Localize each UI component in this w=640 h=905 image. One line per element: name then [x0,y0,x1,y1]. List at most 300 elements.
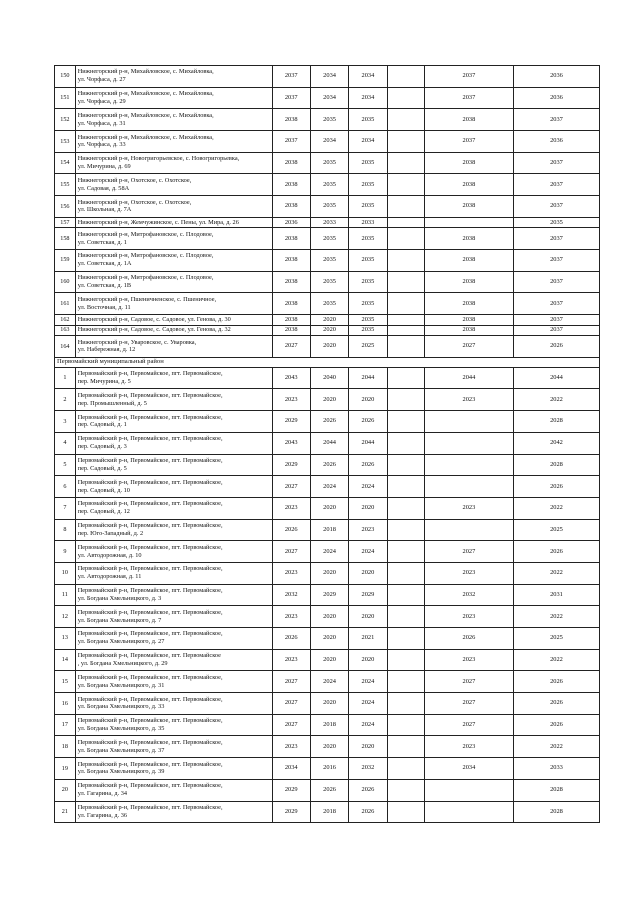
address-line: пер. Садовый, д. 10 [77,486,130,494]
address-line: ул. Богдана Хмельницкого, д. 35 [77,725,165,733]
table-row [55,584,600,606]
year-cell-4 [387,325,424,336]
year-cell-4 [387,584,424,606]
address-line: Первомайский р-н, Первомайское, пгт. Первомайское, [77,717,223,725]
row-number: 18 [55,736,76,758]
table-row [55,250,600,272]
year-cell-2: 2024 [310,476,348,498]
year-cell-2: 2020 [310,389,348,411]
year-cell-5: 2027 [424,671,513,693]
year-cell-3: 2035 [349,315,387,326]
row-number: 158 [55,228,76,250]
year-cell-4 [387,562,424,584]
address-line: Нижнегорский р-н, Охотское, с. Охотское, [77,176,192,184]
row-number: 164 [55,336,76,358]
year-cell-1: 2043 [272,367,310,389]
address-line: Нижнегорский р-н, Митрофановское, с. Плодовое, [77,252,214,260]
year-cell-1: 2034 [272,758,310,780]
year-cell-1: 2038 [272,228,310,250]
row-number: 5 [55,454,76,476]
year-cell-1: 2036 [272,217,310,228]
year-cell-5: 2038 [424,293,513,315]
year-cell-6: 2022 [513,606,599,628]
year-cell-5: 2038 [424,152,513,174]
year-cell-6: 2037 [513,271,599,293]
year-cell-2: 2020 [310,606,348,628]
row-number: 10 [55,562,76,584]
address-cell [75,779,272,801]
row-number: 15 [55,671,76,693]
year-cell-3: 2020 [349,497,387,519]
year-cell-3: 2035 [349,271,387,293]
address-line: Нижнегорский р-н, Садовое, с. Садовое, ул. Генова, д. 32 [77,326,231,334]
table-row [55,671,600,693]
address-line: пер. Садовый, д. 5 [77,464,127,472]
year-cell-3: 2026 [349,779,387,801]
year-cell-5: 2027 [424,693,513,715]
table-row [55,562,600,584]
year-cell-1: 2032 [272,584,310,606]
year-cell-6: 2028 [513,454,599,476]
year-cell-3: 2025 [349,336,387,358]
year-cell-2: 2018 [310,801,348,823]
row-number: 160 [55,271,76,293]
year-cell-2: 2035 [310,109,348,131]
table-row [55,476,600,498]
year-cell-2: 2034 [310,131,348,153]
table-row [55,389,600,411]
year-cell-6: 2037 [513,109,599,131]
address-line: Нижнегорский р-н, Михайловское, с. Михайловка, [77,111,214,119]
row-number: 2 [55,389,76,411]
address-line: Первомайский р-н, Первомайское, пгт. Первомайское, [77,782,223,790]
year-cell-6: 2037 [513,315,599,326]
year-cell-1: 2038 [272,250,310,272]
table-row [55,628,600,650]
table-row [55,779,600,801]
address-cell [75,411,272,433]
address-cell [75,109,272,131]
address-line: Нижнегорский р-н, Михайловское, с. Михайловка, [77,133,214,141]
year-cell-1: 2038 [272,271,310,293]
year-cell-5: 2034 [424,758,513,780]
year-cell-2: 2020 [310,336,348,358]
year-cell-1: 2023 [272,736,310,758]
address-line: ул. Богдана Хмельницкого, д. 37 [77,746,165,754]
address-line: ул. Автодорожная, д. 11 [77,573,142,581]
year-cell-6: 2026 [513,714,599,736]
year-cell-1: 2038 [272,325,310,336]
year-cell-4 [387,367,424,389]
year-cell-3: 2024 [349,541,387,563]
year-cell-2: 2034 [310,66,348,88]
year-cell-5: 2023 [424,649,513,671]
year-cell-2: 2016 [310,758,348,780]
housing-table [54,65,600,823]
year-cell-6: 2037 [513,250,599,272]
year-cell-3: 2044 [349,367,387,389]
year-cell-5: 2023 [424,562,513,584]
row-number: 153 [55,131,76,153]
year-cell-4 [387,336,424,358]
year-cell-3: 2026 [349,454,387,476]
address-line: ул. Советская, д. 1В [77,282,132,290]
year-cell-5: 2037 [424,66,513,88]
year-cell-1: 2026 [272,628,310,650]
row-number: 7 [55,497,76,519]
address-line: Нижнегорский р-н, Охотское, с. Охотское, [77,198,192,206]
address-line: , ул. Богдана Хмельницкого, д. 29 [77,660,168,668]
address-line: ул. Автодорожная, д. 10 [77,551,142,559]
year-cell-3: 2032 [349,758,387,780]
year-cell-1: 2023 [272,389,310,411]
year-cell-3: 2024 [349,693,387,715]
year-cell-6: 2028 [513,411,599,433]
address-line: ул. Богдана Хмельницкого, д. 27 [77,638,165,646]
row-number: 1 [55,367,76,389]
address-line: Нижнегорский р-н, Михайловское, с. Михайловка, [77,90,214,98]
address-line: ул. Богдана Хмельницкого, д. 31 [77,681,165,689]
address-cell [75,131,272,153]
address-line: Нижнегорский р-н, Жемчужинское, с. Пены, ул. Мира, д. 26 [77,218,239,226]
year-cell-1: 2026 [272,519,310,541]
table-row [55,228,600,250]
year-cell-5 [424,476,513,498]
address-line: Первомайский р-н, Первомайское, пгт. Первомайское, [77,760,223,768]
year-cell-6: 2022 [513,389,599,411]
year-cell-3: 2020 [349,606,387,628]
year-cell-6: 2025 [513,519,599,541]
address-line: Нижнегорский р-н, Садовое, с. Садовое, ул. Генова, д. 30 [77,315,231,323]
year-cell-1: 2023 [272,497,310,519]
year-cell-6: 2037 [513,293,599,315]
row-number: 11 [55,584,76,606]
year-cell-6: 2028 [513,801,599,823]
table-row [55,606,600,628]
table-row [55,196,600,218]
year-cell-3: 2020 [349,389,387,411]
year-cell-2: 2035 [310,293,348,315]
year-cell-4 [387,519,424,541]
year-cell-3: 2023 [349,519,387,541]
year-cell-4 [387,758,424,780]
year-cell-1: 2027 [272,336,310,358]
year-cell-2: 2026 [310,779,348,801]
year-cell-3: 2024 [349,671,387,693]
year-cell-1: 2023 [272,649,310,671]
row-number: 16 [55,693,76,715]
address-line: ул. Советская, д. 1 [77,238,127,246]
table-row [55,131,600,153]
row-number: 157 [55,217,76,228]
year-cell-6: 2026 [513,336,599,358]
year-cell-2: 2040 [310,367,348,389]
address-cell [75,476,272,498]
year-cell-3: 2035 [349,228,387,250]
year-cell-5: 2023 [424,389,513,411]
row-number: 3 [55,411,76,433]
year-cell-4 [387,454,424,476]
table-row [55,693,600,715]
year-cell-2: 2020 [310,562,348,584]
year-cell-2: 2033 [310,217,348,228]
year-cell-4 [387,109,424,131]
year-cell-3: 2034 [349,131,387,153]
year-cell-4 [387,649,424,671]
year-cell-1: 2038 [272,152,310,174]
year-cell-2: 2020 [310,325,348,336]
year-cell-5: 2038 [424,315,513,326]
row-number: 151 [55,87,76,109]
year-cell-6: 2035 [513,217,599,228]
year-cell-5: 2023 [424,497,513,519]
address-cell [75,152,272,174]
address-cell [75,801,272,823]
year-cell-1: 2023 [272,562,310,584]
year-cell-4 [387,693,424,715]
address-cell [75,325,272,336]
year-cell-3: 2033 [349,217,387,228]
year-cell-5 [424,454,513,476]
year-cell-5: 2038 [424,250,513,272]
year-cell-2: 2035 [310,196,348,218]
year-cell-6: 2022 [513,562,599,584]
year-cell-6: 2036 [513,131,599,153]
address-line: ул. Гагарина, д. 36 [77,811,128,819]
year-cell-3: 2034 [349,66,387,88]
address-cell [75,584,272,606]
year-cell-4 [387,217,424,228]
address-cell [75,367,272,389]
address-line: Первомайский р-н, Первомайское, пгт. Первомайское, [77,587,223,595]
year-cell-3: 2035 [349,152,387,174]
table-row [55,519,600,541]
year-cell-4 [387,250,424,272]
year-cell-1: 2027 [272,476,310,498]
address-cell [75,271,272,293]
address-cell [75,649,272,671]
year-cell-1: 2038 [272,196,310,218]
year-cell-5 [424,779,513,801]
year-cell-1: 2027 [272,541,310,563]
address-line: ул. Чорфаса, д. 31 [77,119,126,127]
address-line: Первомайский р-н, Первомайское, пгт. Первомайское, [77,803,223,811]
row-number: 19 [55,758,76,780]
row-number: 17 [55,714,76,736]
row-number: 21 [55,801,76,823]
year-cell-4 [387,432,424,454]
year-cell-4 [387,628,424,650]
address-line: ул. Чорфаса, д. 27 [77,76,126,84]
address-line: ул. Гагарина, д. 34 [77,790,128,798]
year-cell-4 [387,315,424,326]
address-line: Первомайский р-н, Первомайское, пгт. Первомайское, [77,435,223,443]
year-cell-5: 2038 [424,196,513,218]
address-line: ул. Богдана Хмельницкого, д. 39 [77,768,165,776]
address-line: ул. Восточная, д. 11 [77,303,131,311]
year-cell-1: 2027 [272,714,310,736]
year-cell-6: 2022 [513,649,599,671]
year-cell-4 [387,271,424,293]
year-cell-2: 2035 [310,250,348,272]
year-cell-2: 2020 [310,315,348,326]
year-cell-1: 2027 [272,671,310,693]
year-cell-5 [424,519,513,541]
table-row [55,541,600,563]
year-cell-6: 2037 [513,196,599,218]
year-cell-3: 2034 [349,87,387,109]
year-cell-6: 2037 [513,228,599,250]
table-body [55,66,600,823]
address-line: ул. Чорфаса, д. 33 [77,141,126,149]
year-cell-6: 2037 [513,325,599,336]
year-cell-5: 2037 [424,87,513,109]
address-line: Первомайский р-н, Первомайское, пгт. Первомайское, [77,673,223,681]
year-cell-2: 2026 [310,411,348,433]
address-line: ул. Советская, д. 1А [77,260,132,268]
year-cell-1: 2027 [272,693,310,715]
address-line: Первомайский р-н, Первомайское, пгт. Первомайское, [77,413,223,421]
address-line: Первомайский р-н, Первомайское, пгт. Первомайское, [77,565,223,573]
address-line: ул. Мичурина, д. 69 [77,163,131,171]
year-cell-3: 2035 [349,109,387,131]
year-cell-1: 2038 [272,109,310,131]
year-cell-3: 2024 [349,476,387,498]
year-cell-4 [387,87,424,109]
table-row [55,367,600,389]
row-number: 159 [55,250,76,272]
year-cell-4 [387,801,424,823]
table-row [55,454,600,476]
year-cell-5 [424,217,513,228]
table-row [55,271,600,293]
address-cell [75,315,272,326]
table-row [55,336,600,358]
year-cell-6: 2037 [513,152,599,174]
year-cell-1: 2029 [272,411,310,433]
year-cell-5: 2026 [424,628,513,650]
address-line: пер. Юго-Западный, д. 2 [77,529,144,537]
year-cell-3: 2024 [349,714,387,736]
address-line: Первомайский р-н, Первомайское, пгт. Первомайское, [77,478,223,486]
year-cell-1: 2029 [272,454,310,476]
year-cell-3: 2035 [349,293,387,315]
year-cell-5: 2038 [424,325,513,336]
address-cell [75,562,272,584]
address-cell [75,66,272,88]
row-number: 6 [55,476,76,498]
year-cell-2: 2024 [310,541,348,563]
table-row [55,66,600,88]
year-cell-6: 2042 [513,432,599,454]
address-line: Первомайский р-н, Первомайское, пгт. Первомайское [77,652,221,660]
year-cell-1: 2037 [272,66,310,88]
year-cell-3: 2020 [349,562,387,584]
year-cell-5 [424,801,513,823]
year-cell-6: 2036 [513,66,599,88]
year-cell-4 [387,736,424,758]
year-cell-6: 2044 [513,367,599,389]
table-row [55,293,600,315]
address-cell [75,389,272,411]
address-line: ул. Богдана Хмельницкого, д. 3 [77,594,162,602]
year-cell-3: 2035 [349,196,387,218]
address-line: пер. Мичурина, д. 5 [77,378,131,386]
address-cell [75,250,272,272]
year-cell-4 [387,131,424,153]
year-cell-4 [387,152,424,174]
year-cell-5: 2038 [424,109,513,131]
year-cell-3: 2035 [349,250,387,272]
row-number: 156 [55,196,76,218]
table-row [55,152,600,174]
address-line: Первомайский р-н, Первомайское, пгт. Первомайское, [77,522,223,530]
row-number: 152 [55,109,76,131]
address-line: Нижнегорский р-н, Митрофановское, с. Плодовое, [77,230,214,238]
year-cell-3: 2035 [349,174,387,196]
address-line: ул. Набережная, д. 12 [77,346,136,354]
address-line: Первомайский р-н, Первомайское, пгт. Первомайское, [77,500,223,508]
year-cell-3: 2029 [349,584,387,606]
year-cell-2: 2035 [310,174,348,196]
year-cell-4 [387,497,424,519]
year-cell-5 [424,411,513,433]
address-line: Первомайский р-н, Первомайское, пгт. Первомайское, [77,456,223,464]
row-number: 154 [55,152,76,174]
year-cell-5: 2038 [424,228,513,250]
address-cell [75,541,272,563]
year-cell-2: 2018 [310,714,348,736]
year-cell-3: 2044 [349,432,387,454]
year-cell-1: 2038 [272,315,310,326]
year-cell-1: 2023 [272,606,310,628]
year-cell-2: 2018 [310,519,348,541]
address-cell [75,174,272,196]
year-cell-2: 2020 [310,649,348,671]
address-line: пер. Промышленный, д. 5 [77,399,147,407]
address-line: Нижнегорский р-н, Новогригорьевское, с. Новогригорьевка, [77,155,240,163]
year-cell-1: 2043 [272,432,310,454]
table-row [55,174,600,196]
row-number: 4 [55,432,76,454]
address-cell [75,714,272,736]
year-cell-2: 2035 [310,271,348,293]
year-cell-5: 2038 [424,271,513,293]
address-line: Нижнегорский р-н, Уваровское, с. Уваровка, [77,338,197,346]
address-line: пер. Садовый, д. 12 [77,508,130,516]
year-cell-6: 2036 [513,87,599,109]
address-cell [75,758,272,780]
year-cell-6: 2033 [513,758,599,780]
address-line: Первомайский р-н, Первомайское, пгт. Первомайское, [77,738,223,746]
year-cell-6: 2026 [513,671,599,693]
row-number: 13 [55,628,76,650]
address-line: Первомайский р-н, Первомайское, пгт. Первомайское, [77,695,223,703]
year-cell-5: 2027 [424,541,513,563]
address-cell [75,196,272,218]
table-row [55,714,600,736]
year-cell-4 [387,606,424,628]
address-line: Первомайский р-н, Первомайское, пгт. Первомайское, [77,370,223,378]
year-cell-4 [387,293,424,315]
address-line: Нижнегорский р-н, Митрофановское, с. Плодовое, [77,274,214,282]
year-cell-4 [387,714,424,736]
address-cell [75,217,272,228]
table-row [55,411,600,433]
address-line: ул. Чорфаса, д. 29 [77,98,126,106]
year-cell-5: 2027 [424,336,513,358]
year-cell-3: 2020 [349,736,387,758]
